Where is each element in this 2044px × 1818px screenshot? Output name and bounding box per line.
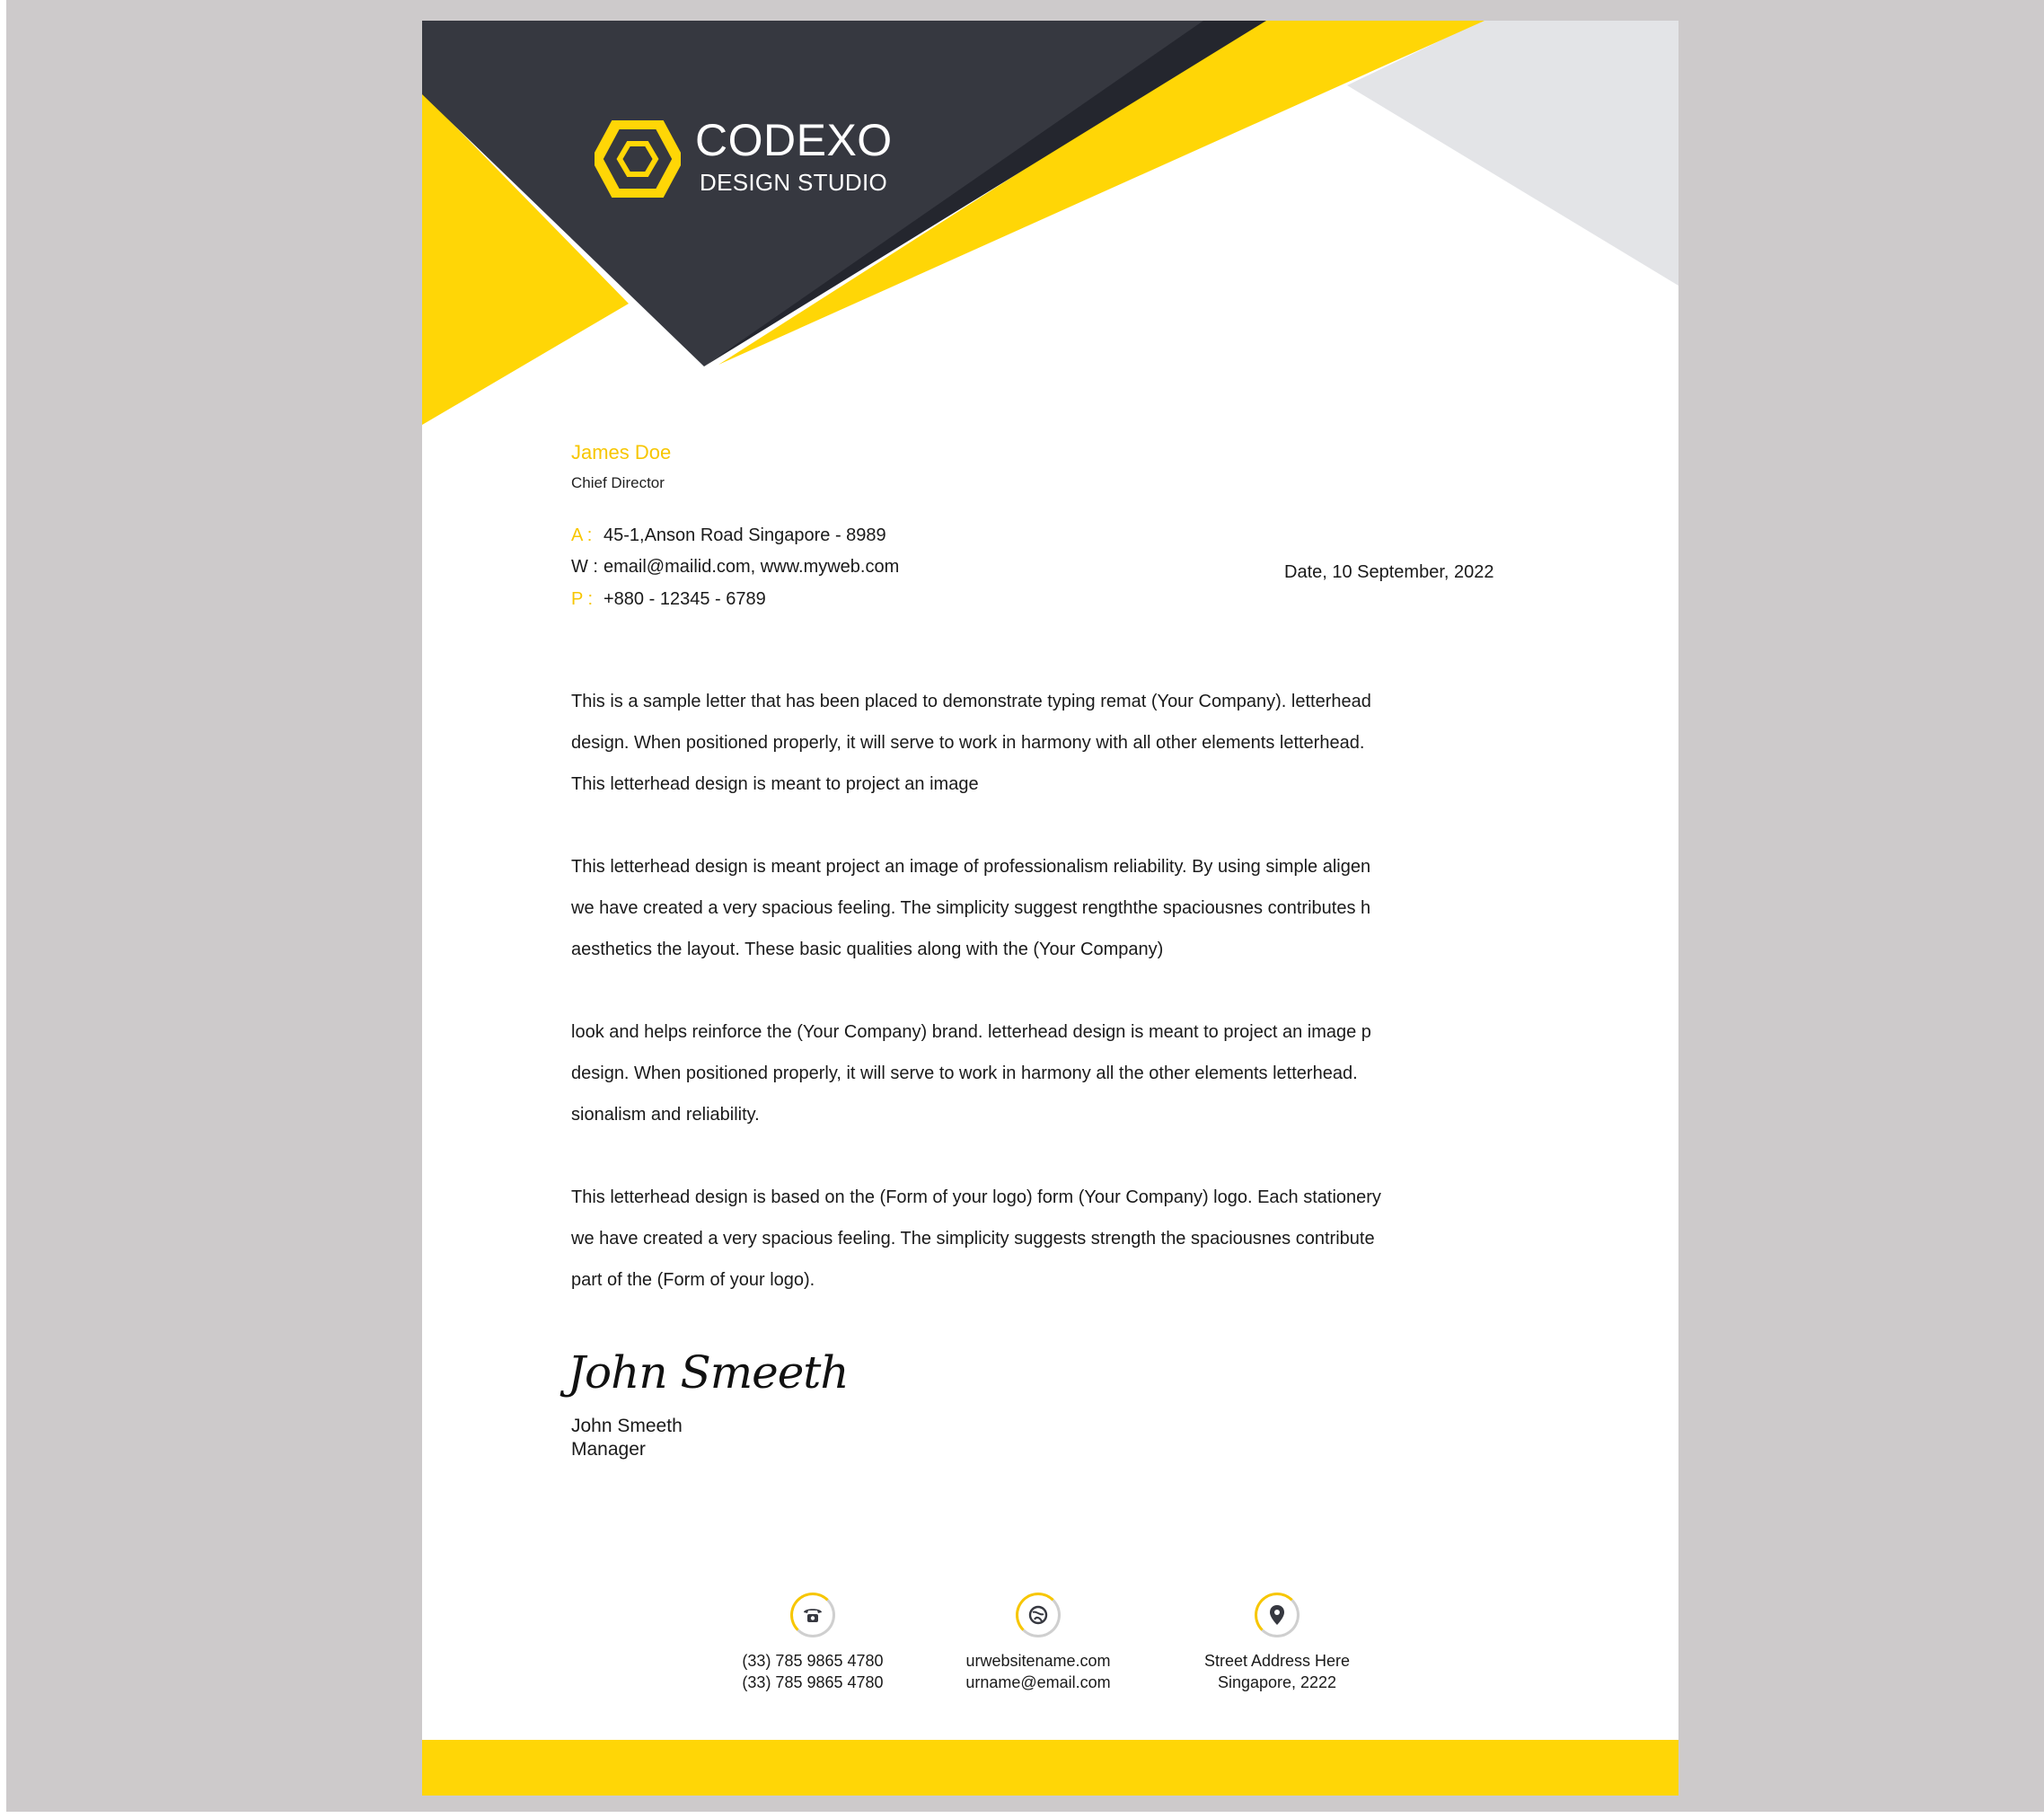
hexagon-icon (595, 120, 681, 198)
body-paragraph (571, 681, 1451, 805)
address-value: 45-1,Anson Road Singapore - 8989 (604, 525, 886, 545)
brand-name: CODEXO (695, 115, 893, 165)
phone-key: P : (571, 589, 594, 609)
sender-web (571, 558, 899, 576)
web-value: email@mailid.com, www.myweb.com (604, 557, 900, 577)
paragraph-line: This letterhead design is meant to project an image (571, 774, 979, 794)
paragraph-line: design. When positioned properly, it will serve to work in harmony with all other elements letterhead. (571, 733, 1365, 753)
frame-edge-left (0, 0, 6, 1818)
paragraph-line: design. When positioned properly, it will serve to work in harmony all the other elements letterhead. (571, 1063, 1358, 1083)
header-graphic (422, 21, 1678, 452)
brand-subtitle: DESIGN STUDIO (700, 169, 888, 196)
handwritten-signature: John Smeeth (568, 1346, 849, 1399)
paragraph-line: This is a sample letter that has been placed to demonstrate typing remat (Your Company). letterhead (571, 692, 1371, 711)
sender-name: James Doe (571, 441, 672, 463)
globe-icon (1016, 1593, 1061, 1637)
sender-title: Chief Director (571, 474, 665, 491)
footer-website: urwebsitename.com (965, 1652, 1111, 1670)
body-paragraph (571, 1177, 1451, 1301)
body-paragraph (571, 846, 1451, 970)
footer-phone (696, 1593, 929, 1693)
paragraph-line: This letterhead design is meant project an image of professionalism reliability. By using simple aligen (571, 857, 1371, 877)
footer-email: urname@email.com (965, 1673, 1111, 1691)
frame-edge-bottom (0, 1812, 2044, 1818)
header-gray-shape (1347, 21, 1678, 286)
footer-web (921, 1593, 1155, 1693)
footer-yellow-bar (422, 1740, 1678, 1796)
paragraph-line: we have created a very spacious feeling. The simplicity suggest rengththe spaciousnes contributes h (571, 898, 1371, 918)
phone-icon (790, 1593, 835, 1637)
body-paragraph (571, 1011, 1451, 1135)
sender-address (571, 526, 886, 544)
footer-address-line-1: Street Address Here (1203, 1652, 1351, 1670)
sender-phone (571, 590, 766, 608)
footer-phone-line-2: (33) 785 9865 4780 (742, 1673, 884, 1691)
footer-address-line-2: Singapore, 2222 (1217, 1673, 1337, 1691)
web-key: W : (571, 557, 598, 577)
paragraph-line: look and helps reinforce the (Your Company) brand. letterhead design is meant to project an image p (571, 1022, 1371, 1042)
paragraph-line: sionalism and reliability. (571, 1105, 760, 1125)
footer-address (1160, 1593, 1394, 1693)
footer-phone-line-1: (33) 785 9865 4780 (742, 1652, 884, 1670)
phone-value: +880 - 12345 - 6789 (604, 589, 766, 609)
location-pin-icon (1255, 1593, 1300, 1637)
paragraph-line: part of the (Form of your logo). (571, 1270, 815, 1290)
address-key: A : (571, 525, 593, 545)
paragraph-line: This letterhead design is based on the (Form of your logo) form (Your Company) logo. Each stationery (571, 1187, 1381, 1207)
paragraph-line: we have created a very spacious feeling. The simplicity suggests strength the spaciousnes contribute (571, 1229, 1375, 1249)
letterhead-page (422, 21, 1678, 1796)
letter-date: Date, 10 September, 2022 (1284, 562, 1494, 582)
signer-name: John Smeeth (571, 1416, 683, 1436)
signer-role: Manager (571, 1439, 646, 1460)
paragraph-line: aesthetics the layout. These basic qualities along with the (Your Company) (571, 940, 1164, 959)
